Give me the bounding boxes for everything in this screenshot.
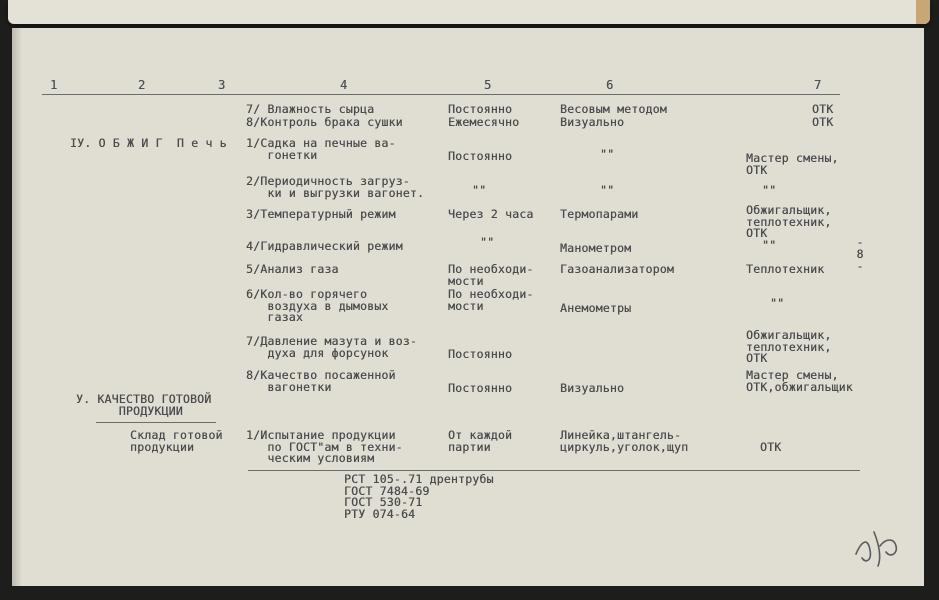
row-5-operation: 3/Температурный режим [246, 207, 396, 221]
row-1-operation: 7/ Влажность сырца [246, 102, 375, 116]
row-5-method: Термопарами [560, 207, 639, 221]
underlying-page-edge [8, 0, 930, 24]
row-2-method: Визуально [560, 115, 625, 129]
row-11-location: Склад готовой продукции [130, 428, 223, 454]
row-8-frequency: По необходи- мости [448, 287, 534, 313]
row-5-responsible: Обжигальщик, теплотехник, ОТК [746, 203, 832, 240]
row-8-operation: 6/Кол-во горячего воздуха в дымовых газах [246, 287, 389, 324]
standards-references: РСТ 105-.71 дрентрубы ГОСТ 7484-69 ГОСТ 530-71 РТУ 074-64 [344, 472, 494, 521]
row-3-operation: 1/Садка на печные ва- гонетки [246, 136, 396, 162]
row-6-method: Манометром [560, 241, 632, 255]
row-4-frequency: "" [472, 183, 487, 197]
column-number-6: 6 [606, 78, 614, 92]
column-number-5: 5 [484, 78, 492, 92]
section-finished-product-rule [96, 422, 216, 423]
row-4-responsible: "" [762, 183, 777, 197]
row-6-frequency: "" [480, 235, 495, 249]
column-number-7: 7 [814, 78, 822, 92]
row-1-responsible: ОТК [812, 102, 834, 116]
row-10-responsible: Мастер смены, ОТК,обжигальщик [746, 368, 853, 394]
row-1-frequency: Постоянно [448, 102, 513, 116]
signature-icon [848, 516, 908, 576]
row-2-responsible: ОТК [812, 115, 834, 129]
row-4-method: "" [600, 183, 615, 197]
row-3-method: "" [600, 147, 615, 161]
document-page [12, 28, 924, 586]
row-7-method: Газоанализатором [560, 262, 674, 276]
row-11-method: Линейка,штангель- циркуль,уголок,щуп [560, 428, 689, 454]
column-number-1: 1 [50, 78, 58, 92]
handwritten-signature [848, 516, 908, 576]
page-binding-shadow [12, 28, 22, 586]
row-11-frequency: От каждой партии [448, 428, 513, 454]
margin-page-mark: - 8 - [856, 235, 871, 273]
row-11-responsible: ОТК [760, 440, 782, 454]
row-11-operation: 1/Испытание продукции по ГОСТ"ам в техни- ческим условиям [246, 428, 403, 465]
table-bottom-rule [248, 470, 860, 471]
row-5-frequency: Через 2 часа [448, 207, 534, 221]
section-firing-title: IУ. О Б Ж И Г П е ч ь [70, 136, 227, 150]
row-6-operation: 4/Гидравлический режим [246, 239, 403, 253]
header-rule [42, 94, 840, 95]
row-3-responsible: Мастер смены, ОТК [746, 151, 839, 177]
row-6-responsible: "" [762, 238, 777, 252]
row-3-frequency: Постоянно [448, 149, 513, 163]
row-9-responsible: Обжигальщик, теплотехник, ОТК [746, 328, 832, 365]
row-7-responsible: Теплотехник [746, 262, 825, 276]
page-fold [916, 0, 930, 24]
row-2-frequency: Ежемесячно [448, 115, 520, 129]
row-7-operation: 5/Анализ газа [246, 262, 339, 276]
row-10-frequency: Постоянно [448, 381, 513, 395]
row-9-operation: 7/Давление мазута и воз- духа для форсунок [246, 334, 417, 360]
row-9-frequency: Постоянно [448, 347, 513, 361]
column-number-3: 3 [218, 78, 226, 92]
column-number-2: 2 [138, 78, 146, 92]
row-4-operation: 2/Периодичность загруз- ки и выгрузки вагонет. [246, 174, 425, 200]
row-1-method: Весовым методом [560, 102, 667, 116]
section-finished-product-title: У. КАЧЕСТВО ГОТОВОЙ ПРОДУКЦИИ [76, 392, 212, 418]
row-10-operation: 8/Качество посаженной вагонетки [246, 368, 396, 394]
row-10-method: Визуально [560, 381, 625, 395]
row-2-operation: 8/Контроль брака сушки [246, 115, 403, 129]
row-8-method: Анемометры [560, 301, 632, 315]
row-7-frequency: По необходи- мости [448, 262, 534, 288]
column-number-4: 4 [340, 78, 348, 92]
row-8-responsible: "" [770, 296, 785, 310]
